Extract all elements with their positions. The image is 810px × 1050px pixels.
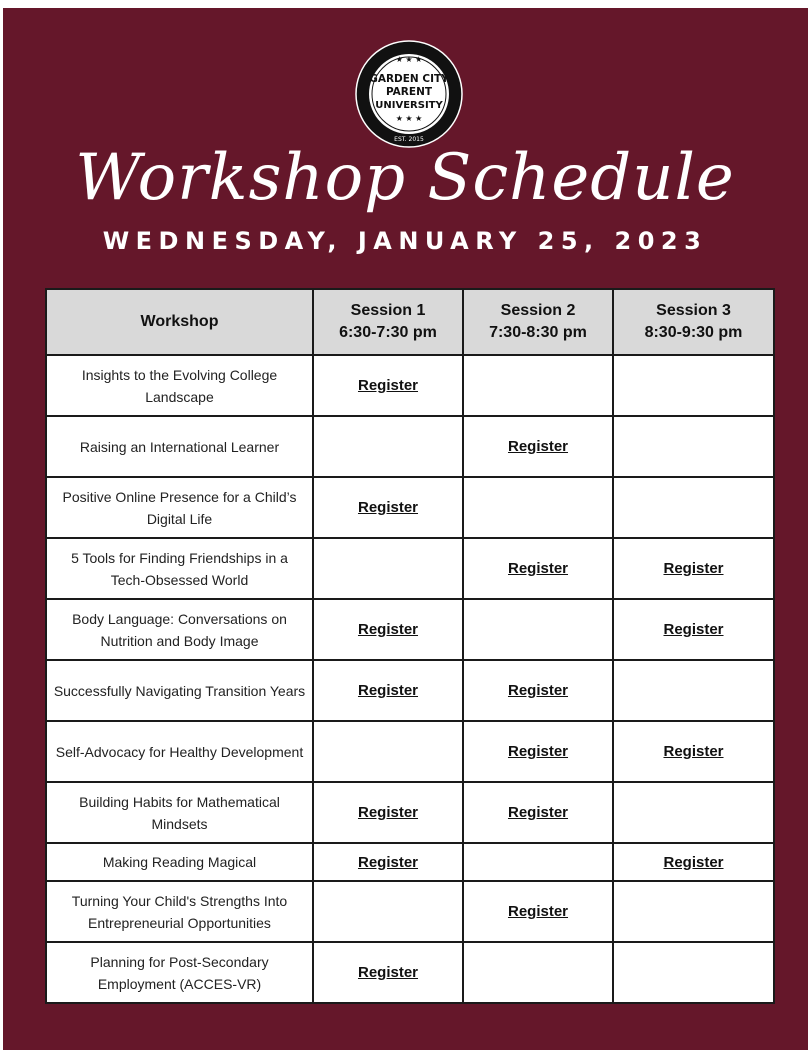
header-label: Session 1 xyxy=(350,302,426,319)
workshop-schedule-table xyxy=(45,288,775,1004)
table-row xyxy=(46,843,774,881)
session-2-cell xyxy=(463,942,613,1003)
session-2-cell xyxy=(463,721,613,782)
session-3-cell xyxy=(613,477,774,538)
workshop-name: 5 Tools for Finding Friendships in a Tech-Obsessed World xyxy=(46,538,313,599)
session-2-cell xyxy=(463,660,613,721)
session-1-cell xyxy=(313,538,463,599)
workshop-name: Positive Online Presence for a Child’s Digital Life xyxy=(46,477,313,538)
register-link-session-1[interactable]: Register xyxy=(357,499,419,516)
table-row xyxy=(46,942,774,1003)
session-1-cell xyxy=(313,782,463,843)
register-link-session-3[interactable]: Register xyxy=(663,560,724,577)
table-row xyxy=(46,721,774,782)
header-time: 7:30-8:30 pm xyxy=(489,324,587,341)
svg-text:★ ★ ★: ★ ★ ★ xyxy=(395,114,423,123)
register-link-session-2[interactable]: Register xyxy=(507,903,569,920)
header-session-2 xyxy=(463,289,613,355)
session-3-cell xyxy=(613,538,774,599)
session-3-cell xyxy=(613,599,774,660)
session-3-cell xyxy=(613,721,774,782)
logo-est: EST. 2015 xyxy=(394,136,424,143)
table-row xyxy=(46,416,774,477)
session-1-cell xyxy=(313,881,463,942)
register-link-session-2[interactable]: Register xyxy=(507,682,569,699)
header-label: Workshop xyxy=(140,313,219,330)
header-workshop xyxy=(46,289,313,355)
table-row xyxy=(46,599,774,660)
session-2-cell xyxy=(463,355,613,416)
garden-city-parent-university-logo xyxy=(355,40,463,148)
session-2-cell xyxy=(463,477,613,538)
session-3-cell xyxy=(613,843,774,881)
register-link-session-1[interactable]: Register xyxy=(357,853,419,871)
header-session-1 xyxy=(313,289,463,355)
register-link-session-3[interactable]: Register xyxy=(663,853,724,871)
session-3-cell xyxy=(613,881,774,942)
register-link-session-1[interactable]: Register xyxy=(357,377,419,394)
session-3-cell xyxy=(613,355,774,416)
session-1-cell xyxy=(313,942,463,1003)
table-row xyxy=(46,782,774,843)
session-2-cell xyxy=(463,782,613,843)
workshop-name: Body Language: Conversations on Nutrition and Body Image xyxy=(46,599,313,660)
session-1-cell xyxy=(313,660,463,721)
session-3-cell xyxy=(613,416,774,477)
header-label: Session 3 xyxy=(656,302,731,319)
workshop-name: Insights to the Evolving College Landscape xyxy=(46,355,313,416)
workshop-name: Planning for Post-Secondary Employment (ACCES-VR) xyxy=(46,942,313,1003)
register-link-session-2[interactable]: Register xyxy=(507,804,569,821)
register-link-session-1[interactable]: Register xyxy=(357,621,419,638)
session-2-cell xyxy=(463,599,613,660)
table-row xyxy=(46,881,774,942)
session-2-cell xyxy=(463,843,613,881)
session-2-cell xyxy=(463,881,613,942)
workshop-name: Successfully Navigating Transition Years xyxy=(46,660,313,721)
register-link-session-2[interactable]: Register xyxy=(507,438,569,455)
table-row xyxy=(46,477,774,538)
table-row xyxy=(46,538,774,599)
register-link-session-1[interactable]: Register xyxy=(357,964,419,981)
header-label: Session 2 xyxy=(500,302,576,319)
session-1-cell xyxy=(313,355,463,416)
session-1-cell xyxy=(313,416,463,477)
session-3-cell xyxy=(613,782,774,843)
session-2-cell xyxy=(463,416,613,477)
workshop-name: Turning Your Child's Strengths Into Entrepreneurial Opportunities xyxy=(46,881,313,942)
logo-line-1: GARDEN CITY xyxy=(369,73,449,85)
workshop-name: Building Habits for Mathematical Mindsets xyxy=(46,782,313,843)
session-1-cell xyxy=(313,477,463,538)
table-row xyxy=(46,355,774,416)
header-time: 6:30-7:30 pm xyxy=(339,324,437,341)
workshop-name: Self-Advocacy for Healthy Development xyxy=(46,721,313,782)
session-1-cell xyxy=(313,843,463,881)
session-2-cell xyxy=(463,538,613,599)
register-link-session-1[interactable]: Register xyxy=(357,804,419,821)
register-link-session-2[interactable]: Register xyxy=(507,560,569,577)
table-row xyxy=(46,660,774,721)
workshop-name: Making Reading Magical xyxy=(46,843,313,881)
workshop-name: Raising an International Learner xyxy=(46,416,313,477)
header-time: 8:30-9:30 pm xyxy=(644,324,743,341)
register-link-session-2[interactable]: Register xyxy=(507,743,569,760)
event-date: WEDNESDAY, JANUARY 25, 2023 xyxy=(102,227,708,255)
register-link-session-1[interactable]: Register xyxy=(357,682,419,699)
logo-line-3: UNIVERSITY xyxy=(375,100,443,111)
session-1-cell xyxy=(313,599,463,660)
page-title: Workshop Schedule xyxy=(75,141,735,215)
logo-line-2: PARENT xyxy=(385,86,433,98)
register-link-session-3[interactable]: Register xyxy=(663,621,724,638)
session-3-cell xyxy=(613,942,774,1003)
session-1-cell xyxy=(313,721,463,782)
register-link-session-3[interactable]: Register xyxy=(663,743,724,760)
table-header-row xyxy=(46,289,774,355)
svg-text:★ ★ ★: ★ ★ ★ xyxy=(395,55,423,64)
session-3-cell xyxy=(613,660,774,721)
header-session-3 xyxy=(613,289,774,355)
